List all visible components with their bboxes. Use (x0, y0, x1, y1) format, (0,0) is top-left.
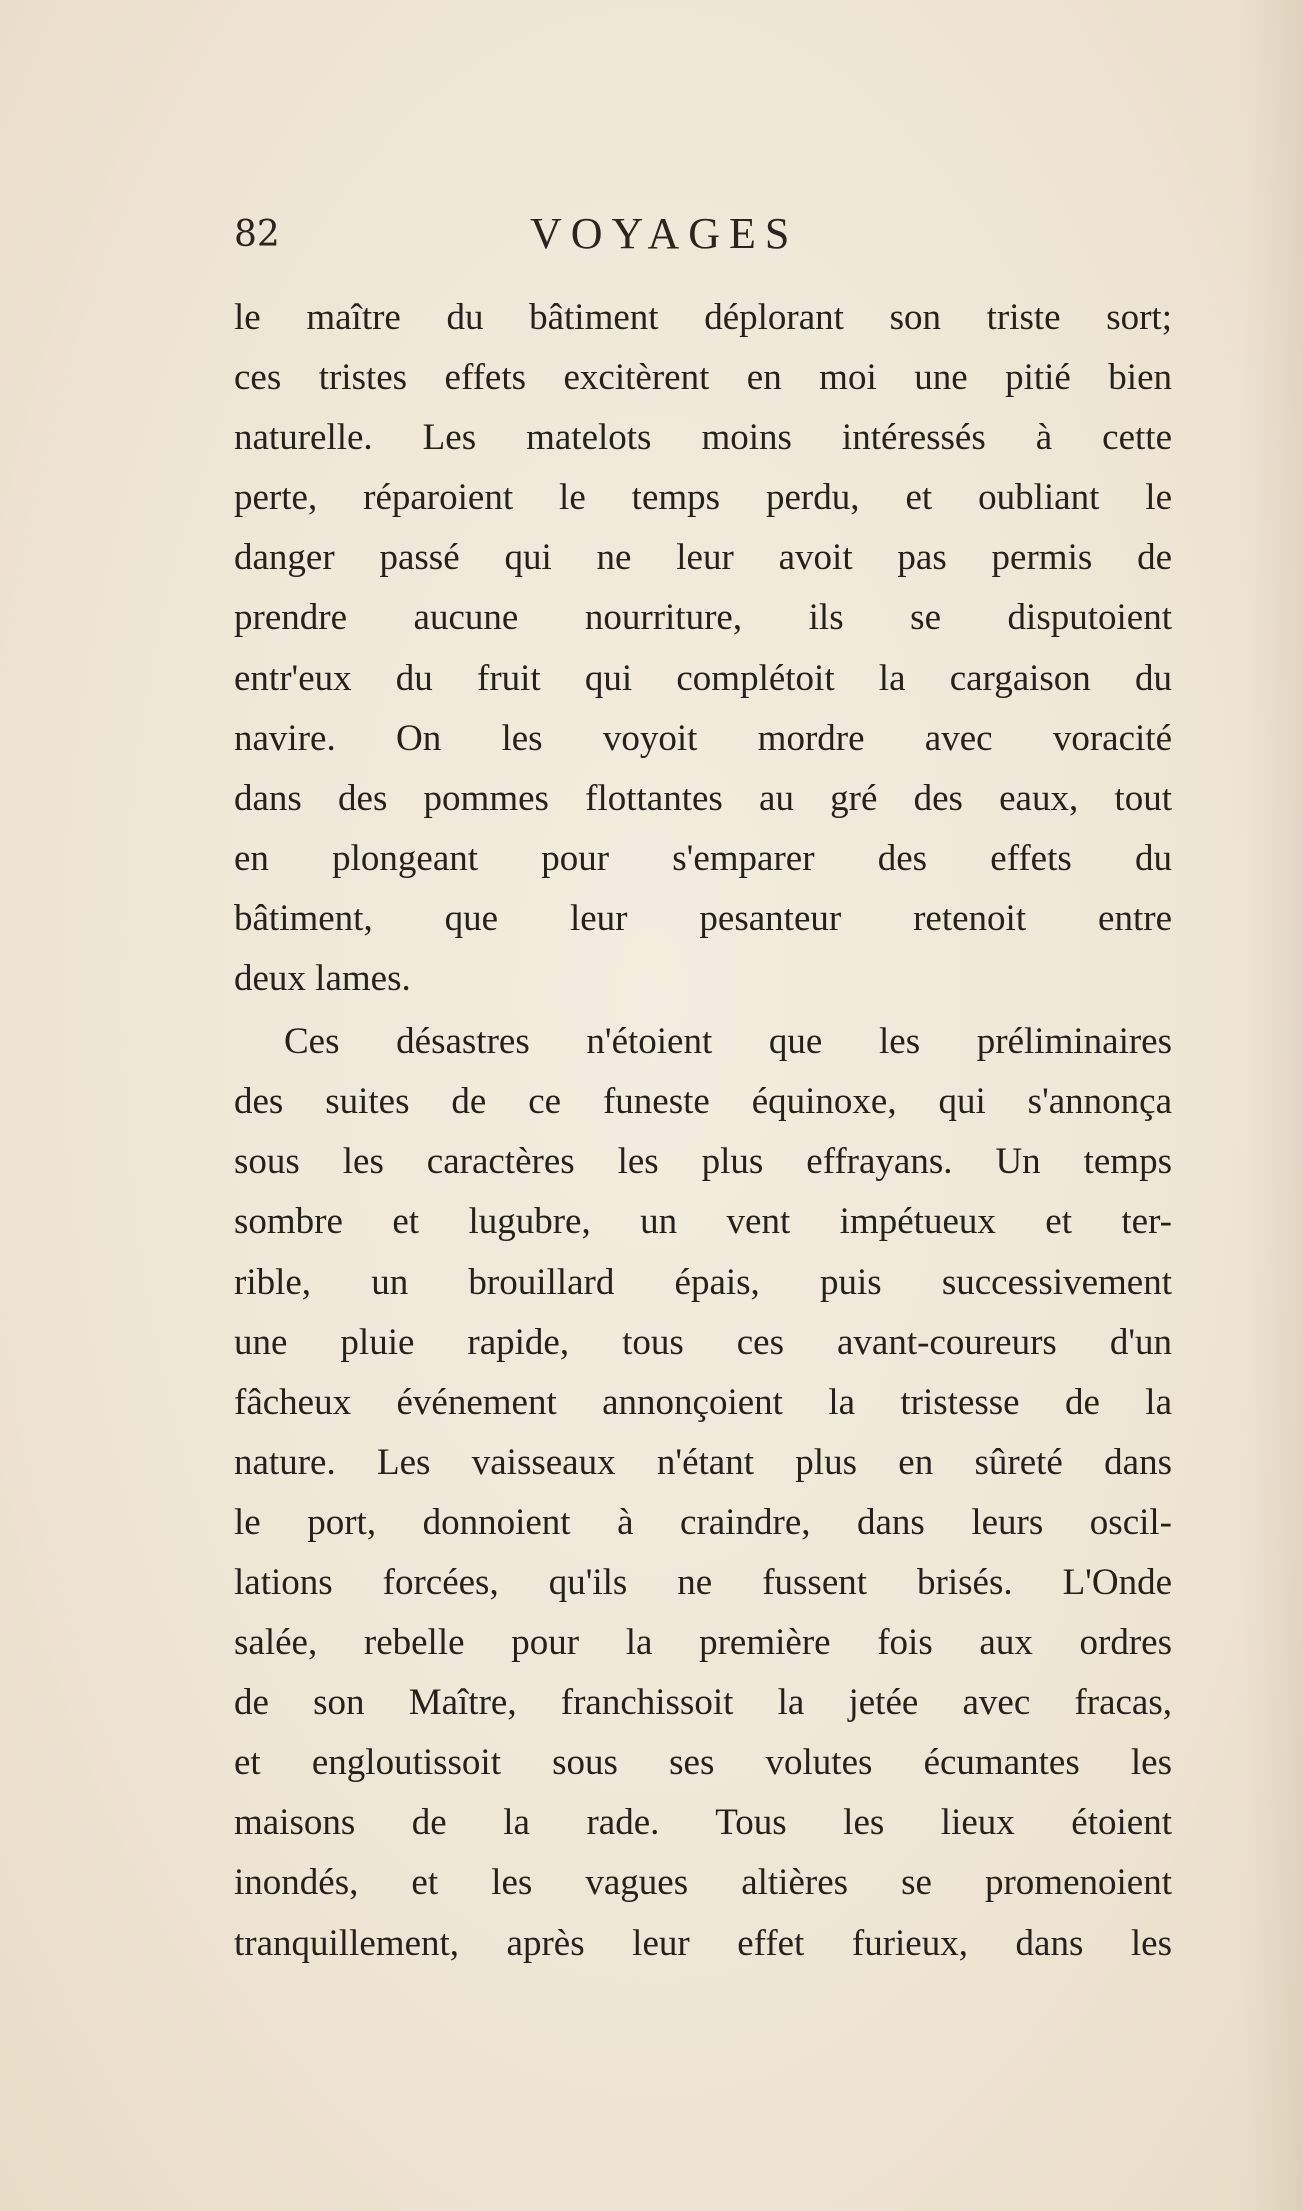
text-line: en plongeant pour s'emparer des effets du (234, 837, 1172, 879)
text-line: danger passé qui ne leur avoit pas permis de (234, 537, 1172, 579)
text-line: maisons de la rade. Tous les lieux étoient (234, 1802, 1172, 1844)
text-line: et engloutissoit sous ses volutes écumantes les (234, 1742, 1172, 1784)
text-line: rible, un brouillard épais, puis successivement (234, 1261, 1172, 1303)
text-line: fâcheux événement annonçoient la tristesse de la (234, 1381, 1172, 1423)
text-line: navire. On les voyoit mordre avec voracité (234, 717, 1172, 759)
text-line: sombre et lugubre, un vent impétueux et ter- (234, 1201, 1172, 1243)
text-line: ces tristes effets excitèrent en moi une pitié bien (234, 357, 1172, 399)
body-text (234, 288, 1172, 1974)
text-line: tranquillement, après leur effet furieux, dans les (234, 1922, 1172, 1964)
text-line: nature. Les vaisseaux n'étant plus en sûreté dans (234, 1441, 1172, 1483)
text-line: inondés, et les vagues altières se promenoient (234, 1862, 1172, 1904)
text-line: bâtiment, que leur pesanteur retenoit entre (234, 897, 1172, 939)
text-line: le port, donnoient à craindre, dans leurs oscil- (234, 1501, 1172, 1543)
text-line: de son Maître, franchissoit la jetée avec fracas, (234, 1682, 1172, 1724)
text-line: dans des pommes flottantes au gré des eaux, tout (234, 777, 1172, 819)
text-line: des suites de ce funeste équinoxe, qui s'annonça (234, 1081, 1172, 1123)
text-line: le maître du bâtiment déplorant son triste sort; (234, 297, 1172, 338)
page-number: 82 (234, 214, 280, 255)
text-line: prendre aucune nourriture, ils se disputoient (234, 597, 1172, 639)
running-head: VOYAGES (530, 209, 799, 258)
text-line: sous les caractères les plus effrayans. Un temps (234, 1141, 1172, 1183)
text-line: naturelle. Les matelots moins intéressés à cette (234, 417, 1172, 459)
text-line: deux lames. (234, 958, 411, 1000)
text-line: perte, réparoient le temps perdu, et oubliant le (234, 477, 1172, 519)
text-line: Ces désastres n'étoient que les préliminaires (284, 1021, 1172, 1063)
page-edge-shading (1243, 0, 1303, 2211)
text-line: lations forcées, qu'ils ne fussent brisés. L'Onde (234, 1561, 1172, 1603)
text-line: entr'eux du fruit qui complétoit la cargaison du (234, 657, 1172, 699)
text-line: salée, rebelle pour la première fois aux ordres (234, 1622, 1172, 1664)
text-line: une pluie rapide, tous ces avant-coureurs d'un (234, 1321, 1172, 1363)
